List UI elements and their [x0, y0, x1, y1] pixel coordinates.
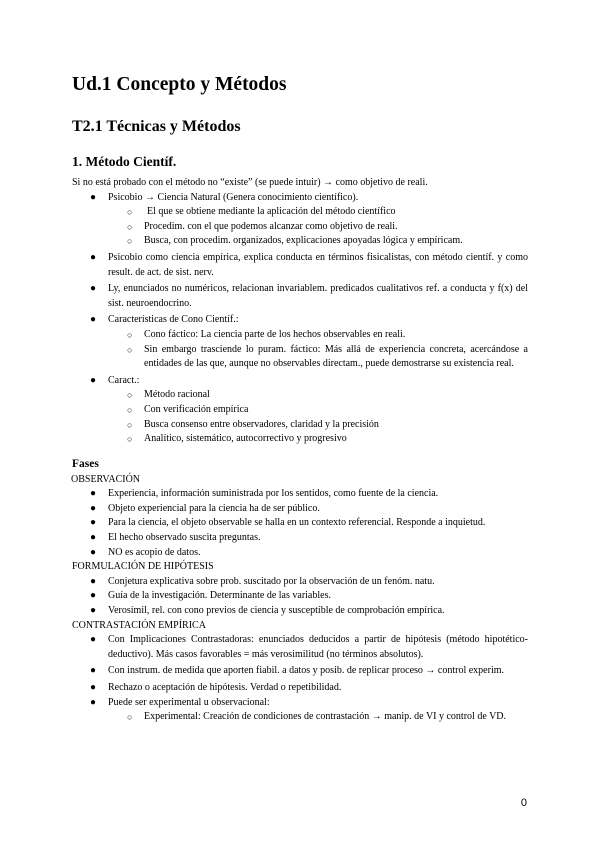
list-item — [72, 546, 528, 561]
list-item — [72, 313, 528, 371]
bullet-icon: ● — [90, 532, 97, 544]
sub-item-text: Cono fáctico: La ciencia parte de los hechos observables en reali. — [144, 328, 406, 340]
list-item — [72, 633, 528, 662]
bullet-icon: ● — [90, 374, 97, 386]
hollow-bullet-icon: ○ — [127, 207, 133, 218]
sub-item-text: Experimental: Creación de condiciones de contrastación → manip. de VI y control de VD. — [144, 711, 507, 723]
section-heading-metodo: 1. Método Científ. — [72, 154, 177, 169]
page-number: 0 — [520, 797, 527, 809]
bullet-icon: ● — [90, 488, 97, 500]
sub-item-text: Analítico, sistemático, autocorrectivo y progresivo — [144, 433, 347, 445]
sub-item-text: Con verificación empírica — [144, 403, 249, 415]
sub-list-item — [72, 220, 528, 235]
bullet-icon: ● — [90, 605, 97, 617]
sub-list-item — [72, 710, 528, 725]
list-item-text: Para la ciencia, el objeto observable se halla en un contexto referencial. Responde a inquietud. — [108, 517, 486, 529]
list-item — [72, 604, 528, 619]
hollow-bullet-icon: ○ — [127, 390, 133, 401]
hollow-bullet-icon: ○ — [127, 221, 133, 232]
list-item — [72, 589, 528, 604]
list-item-text: Características de Cono Científ.: — [108, 314, 239, 326]
hollow-bullet-icon: ○ — [127, 344, 133, 355]
page-title: Ud.1 Concepto y Métodos — [72, 74, 287, 95]
sub-list-item — [72, 343, 528, 372]
list-item — [72, 191, 528, 249]
bullet-icon: ● — [90, 314, 97, 326]
list-item — [72, 282, 528, 311]
hollow-bullet-icon: ○ — [127, 236, 133, 247]
list-item-text: Psicobio como ciencia empírica, explica conducta en términos fisicalistas, con método científ. y como result. de act. de sist. nerv. — [108, 251, 528, 278]
bullet-icon: ● — [90, 634, 97, 646]
list-item-text: El hecho observado suscita preguntas. — [108, 532, 261, 544]
hollow-bullet-icon: ○ — [127, 329, 133, 340]
list-item-text: Objeto experiencial para la ciencia ha de ser público. — [108, 502, 320, 514]
bullet-icon: ● — [90, 696, 97, 708]
bullet-icon: ● — [90, 665, 97, 677]
sub-list — [72, 388, 528, 446]
sub-item-text: Sin embargo trasciende lo puram. fáctico: Más allá de experiencia concreta, acercándose a entidades de las que, aunque no observables directam., puede demostrarse su existencia real. — [144, 343, 528, 370]
formulacion-list — [72, 575, 528, 619]
sub-item-text: Procedim. con el que podemos alcanzar como objetivo de reali. — [144, 220, 398, 232]
sub-list-item — [72, 418, 528, 433]
hollow-bullet-icon: ○ — [127, 404, 133, 415]
list-item — [72, 696, 528, 725]
list-item — [72, 664, 528, 679]
list-item — [72, 575, 528, 590]
list-item — [72, 251, 528, 280]
bullet-icon: ● — [90, 575, 97, 587]
list-item-text: Psicobio → Ciencia Natural (Genera conocimiento científico). — [108, 191, 359, 203]
sub-list-item — [72, 234, 528, 249]
intro-paragraph: Si no está probado con el método no “existe” (se puede intuir) → como objetivo de reali. — [72, 177, 428, 188]
bullet-icon: ● — [90, 283, 97, 295]
sub-list — [72, 205, 528, 249]
list-item-text: Con Implicaciones Contrastadoras: enunciados deducidos a partir de hipótesis (método hipotético-deductivo). Más casos favorables = más verosimilitud (no términos absolutos). — [108, 634, 528, 660]
bullet-icon: ● — [90, 502, 97, 514]
sub-list-item — [72, 205, 528, 220]
bullet-icon: ● — [90, 191, 97, 203]
sub-item-text: Método racional — [144, 389, 210, 401]
list-item-text: Conjetura explicativa sobre prob. suscitado por la observación de un fenóm. natu. — [108, 575, 435, 587]
section-label-formulacion: FORMULACIÓN DE HIPÓTESIS — [72, 561, 214, 573]
document-body — [72, 176, 528, 725]
list-item — [72, 516, 528, 531]
list-item-text: Puede ser experimental u observacional: — [108, 696, 270, 708]
list-item-text: Ly, enunciados no numéricos, relacionan invariablem. predicados cualitativos ref. a conducta y f(x) del sist. neuroendocrino. — [108, 283, 528, 309]
list-item-text: Guía de la investigación. Determinante de las variables. — [108, 590, 331, 602]
sub-list — [72, 710, 528, 725]
list-item-text: Con instrum. de medida que aporten fiabil. a datos y posib. de replicar proceso → control experim. — [108, 665, 505, 677]
list-item-text: NO es acopio de datos. — [108, 546, 201, 558]
list-item-text: Rechazo o aceptación de hipótesis. Verdad o repetibilidad. — [108, 682, 342, 693]
observacion-list — [72, 487, 528, 560]
bullet-icon: ● — [90, 251, 97, 263]
bullet-icon: ● — [90, 682, 97, 693]
sub-list — [72, 328, 528, 372]
sub-list-item — [72, 388, 528, 403]
hollow-bullet-icon: ○ — [127, 434, 133, 445]
sub-list-item — [72, 432, 528, 447]
list-item-text: Verosímil, rel. con cono previos de ciencia y susceptible de comprobación empírica. — [108, 605, 445, 617]
section-label-observacion: OBSERVACIÓN — [71, 473, 141, 485]
list-item — [72, 681, 528, 696]
sub-list-item — [72, 328, 528, 343]
sub-list-item — [72, 403, 528, 418]
fases-heading: Fases — [72, 457, 99, 470]
metodo-list — [72, 191, 528, 447]
sub-item-text: El que se obtiene mediante la aplicación del método científico — [147, 206, 396, 218]
list-item-text: Caract.: — [108, 374, 140, 386]
hollow-bullet-icon: ○ — [127, 712, 133, 723]
bullet-icon: ● — [90, 590, 97, 602]
sub-item-text: Busca, con procedim. organizados, explicaciones apoyadas lógica y empíricam. — [144, 235, 463, 247]
hollow-bullet-icon: ○ — [127, 419, 133, 430]
list-item — [72, 487, 528, 502]
list-item-text: Experiencia, información suministrada por los sentidos, como fuente de la ciencia. — [108, 488, 439, 500]
list-item — [72, 374, 528, 447]
page-subtitle: T2.1 Técnicas y Métodos — [72, 118, 241, 135]
section-label-contrastacion: CONTRASTACIÓN EMPÍRICA — [72, 619, 206, 631]
list-item — [72, 531, 528, 546]
bullet-icon: ● — [90, 546, 97, 558]
sub-item-text: Busca consenso entre observadores, claridad y la precisión — [144, 418, 379, 430]
bullet-icon: ● — [90, 517, 97, 529]
list-item — [72, 502, 528, 517]
contrastacion-list — [72, 633, 528, 725]
